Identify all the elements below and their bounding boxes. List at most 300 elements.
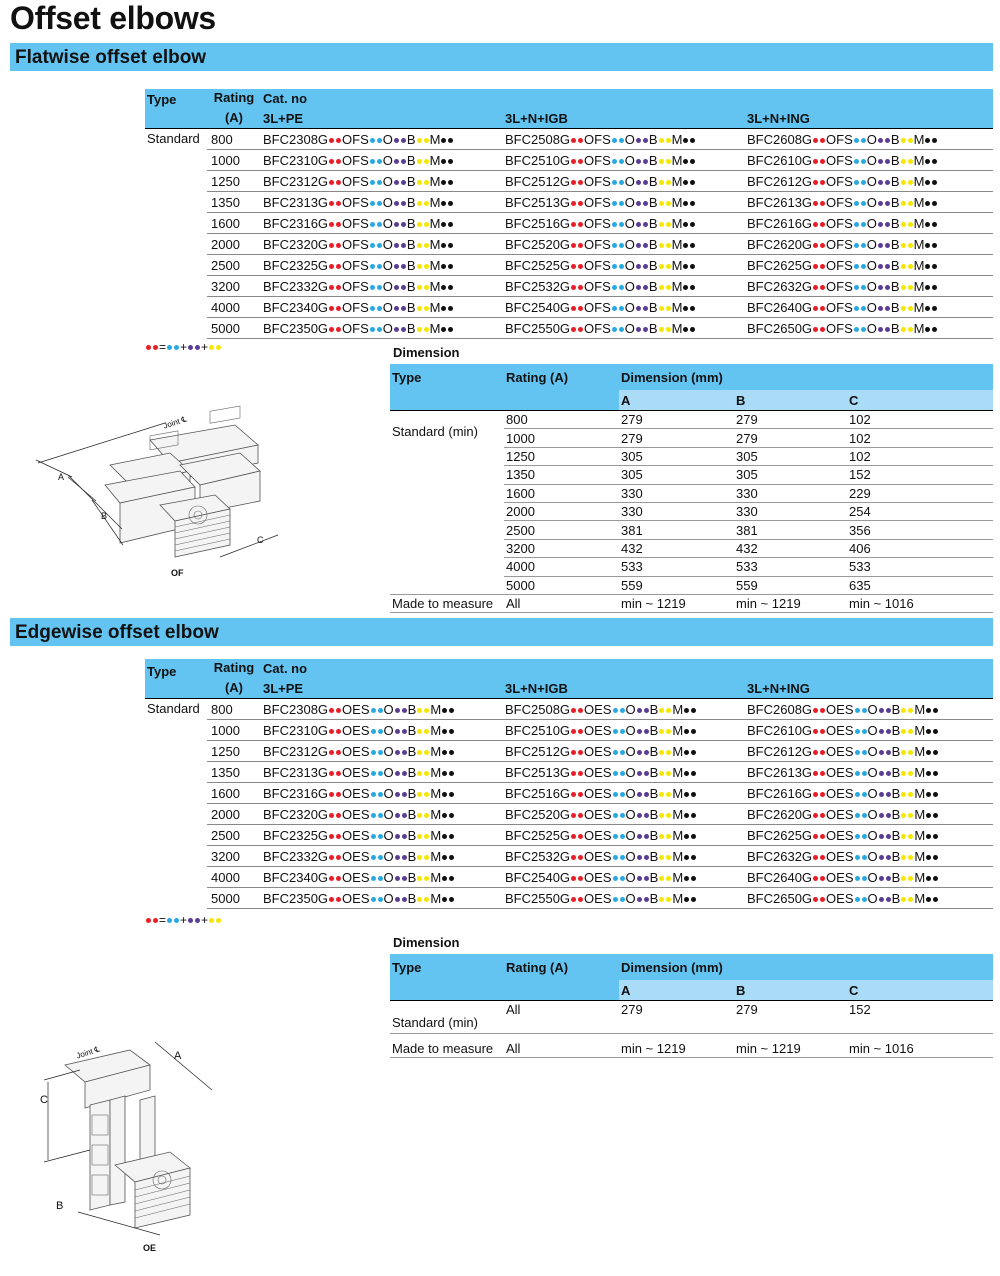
dim-a-cell: 279 [619, 411, 734, 429]
code-part: O [867, 806, 878, 822]
code-dot [578, 792, 583, 797]
table-row [145, 255, 993, 276]
code-dot [854, 243, 859, 248]
code-part: B [407, 890, 417, 906]
code-dot [854, 138, 859, 143]
code-dot [690, 180, 695, 185]
catno-cell [503, 171, 745, 192]
code-dot [643, 201, 648, 206]
code-part: OFS [826, 194, 853, 210]
code-dot [613, 750, 618, 755]
code-dot [691, 876, 696, 881]
page-title: Offset elbows [10, 0, 216, 36]
code-dot [862, 792, 867, 797]
code-part: B [649, 890, 659, 906]
code-dot [933, 771, 938, 776]
code-dot [571, 222, 576, 227]
code-dot [619, 243, 624, 248]
code-part: O [625, 827, 636, 843]
joint-label: Joint ℄ [75, 1044, 102, 1061]
code-dot [666, 834, 671, 839]
catno-cell [503, 276, 745, 297]
code-dot [886, 708, 891, 713]
code-dot [636, 180, 641, 185]
code-part: BFC2620G [747, 806, 813, 822]
code-dot [933, 750, 938, 755]
code-dot [901, 327, 906, 332]
code-dot [659, 243, 664, 248]
code-dot [908, 159, 913, 164]
code-part: OFS [342, 257, 369, 273]
code-dot [820, 264, 825, 269]
code-dot [690, 222, 695, 227]
code-dot [683, 138, 688, 143]
code-part: OES [584, 722, 612, 738]
code-dot [395, 771, 400, 776]
catno-cell [745, 129, 993, 150]
catno-header: Cat. no [261, 659, 993, 678]
code-dot [691, 834, 696, 839]
code-dot [862, 876, 867, 881]
code-dot [336, 834, 341, 839]
code-part: M [914, 890, 926, 906]
code-part: M [914, 743, 926, 759]
code-part: B [407, 806, 417, 822]
code-part: O [382, 152, 393, 168]
code-dot [659, 222, 664, 227]
dim-b-header: B [734, 980, 847, 1001]
code-dot [571, 264, 576, 269]
code-dot [690, 327, 695, 332]
code-part: B [890, 257, 900, 273]
code-dot [394, 243, 399, 248]
code-dot [813, 855, 818, 860]
rating-cell: 1250 [207, 741, 261, 762]
code-part: M [429, 152, 441, 168]
code-dot [571, 876, 576, 881]
code-part: O [625, 806, 636, 822]
code-dot [329, 264, 334, 269]
code-dot [813, 729, 818, 734]
catno-cell [261, 846, 503, 867]
code-part: OES [584, 743, 612, 759]
code-dot [402, 792, 407, 797]
code-dot [336, 201, 341, 206]
catno-cell [261, 234, 503, 255]
code-dot [417, 834, 422, 839]
code-dot [424, 201, 429, 206]
code-part: O [383, 743, 394, 759]
code-dot [861, 285, 866, 290]
code-dot [886, 834, 891, 839]
code-dot [643, 243, 648, 248]
code-dot [932, 264, 937, 269]
code-dot [862, 771, 867, 776]
code-dot [820, 306, 825, 311]
catno-cell [503, 762, 745, 783]
section-heading: Flatwise offset elbow [15, 47, 207, 68]
code-part: M [671, 131, 683, 147]
rating-cell: 1600 [207, 783, 261, 804]
catno-cell [745, 192, 993, 213]
code-part: BFC2310G [263, 722, 329, 738]
code-dot [908, 264, 913, 269]
code-dot [442, 792, 447, 797]
rating-cell: 3200 [207, 846, 261, 867]
rating-cell: 2500 [207, 255, 261, 276]
dim-a-label: A [174, 1050, 182, 1062]
table-row [390, 1040, 993, 1058]
code-dot [644, 771, 649, 776]
code-part: OES [826, 806, 854, 822]
code-part: O [383, 890, 394, 906]
code-part: OFS [584, 194, 611, 210]
code-dot [578, 222, 583, 227]
code-part: BFC2612G [747, 743, 813, 759]
code-dot [329, 201, 334, 206]
rating-cell: 4000 [207, 867, 261, 888]
code-dot [612, 306, 617, 311]
rating-header: Rating [207, 659, 261, 678]
code-dot [417, 264, 422, 269]
code-part: BFC2313G [263, 194, 329, 210]
code-dot [813, 264, 818, 269]
code-part: OES [342, 764, 370, 780]
dim-c-cell: 152 [847, 466, 993, 484]
code-dot [925, 138, 930, 143]
code-part: BFC2308G [263, 701, 329, 717]
code-part: B [406, 299, 416, 315]
code-dot [926, 855, 931, 860]
col-header-3l-n-igb: 3L+N+IGB [503, 108, 745, 129]
catno-cell [745, 699, 993, 720]
code-part: OFS [584, 257, 611, 273]
rating-cell: All [504, 594, 619, 612]
code-dot [908, 897, 913, 902]
code-dot [449, 771, 454, 776]
code-part: B [407, 869, 417, 885]
code-part: BFC2320G [263, 806, 329, 822]
code-part: OFS [826, 320, 853, 336]
type-cell: Made to measure [390, 1040, 504, 1058]
code-dot [402, 855, 407, 860]
code-dot [684, 771, 689, 776]
table-row [145, 276, 993, 297]
code-dot [637, 792, 642, 797]
code-part: BFC2616G [747, 785, 813, 801]
catno-cell [261, 741, 503, 762]
catno-cell [261, 762, 503, 783]
code-dot [424, 180, 429, 185]
code-dot [417, 285, 422, 290]
code-part: M [672, 848, 684, 864]
code-dot [901, 897, 906, 902]
code-part: M [914, 722, 926, 738]
code-dot [813, 327, 818, 332]
code-dot [813, 813, 818, 818]
code-part: M [913, 257, 925, 273]
code-part: OFS [342, 236, 369, 252]
code-dot [855, 708, 860, 713]
code-part: M [913, 215, 925, 231]
rating-cell: 1000 [504, 429, 619, 447]
dim-c-cell: 356 [847, 521, 993, 539]
code-dot [442, 813, 447, 818]
catno-cell [503, 846, 745, 867]
code-dot [395, 729, 400, 734]
code-dot [370, 159, 375, 164]
code-part: OFS [826, 257, 853, 273]
code-dot [683, 222, 688, 227]
code-part: OFS [826, 173, 853, 189]
code-part: B [890, 299, 900, 315]
code-dot [329, 876, 334, 881]
table-row [145, 318, 993, 339]
code-part: M [914, 827, 926, 843]
code-dot [370, 180, 375, 185]
code-part: BFC2512G [505, 743, 571, 759]
code-dot [613, 813, 618, 818]
table-row [390, 594, 993, 612]
code-dot [336, 876, 341, 881]
code-part: OES [826, 722, 854, 738]
code-dot [401, 285, 406, 290]
rating-cell: 800 [207, 699, 261, 720]
code-dot [395, 834, 400, 839]
code-dot [861, 138, 866, 143]
code-dot [377, 264, 382, 269]
code-dot [901, 201, 906, 206]
code-dot [612, 159, 617, 164]
code-part: BFC2332G [263, 848, 329, 864]
dim-a-cell: 330 [619, 502, 734, 520]
code-part: BFC2332G [263, 278, 329, 294]
code-dot [879, 897, 884, 902]
code-part: O [866, 236, 877, 252]
code-dot [571, 285, 576, 290]
dim-b-label: B [101, 511, 108, 521]
code-part: B [648, 278, 658, 294]
dim-a-cell: 381 [619, 521, 734, 539]
code-part: M [672, 722, 684, 738]
code-part: OES [826, 743, 854, 759]
table-row [145, 297, 993, 318]
code-dot [571, 897, 576, 902]
code-dot [417, 729, 422, 734]
catno-cell [261, 318, 503, 339]
code-dot [395, 792, 400, 797]
code-dot [620, 876, 625, 881]
code-part: BFC2540G [505, 299, 571, 315]
code-dot [644, 792, 649, 797]
code-dot [578, 813, 583, 818]
rating-unit-header: (A) [207, 108, 261, 129]
code-dot [336, 729, 341, 734]
code-dot [619, 222, 624, 227]
code-part: OFS [342, 194, 369, 210]
section-band-flatwise [10, 43, 993, 71]
code-dot [377, 201, 382, 206]
code-dot [659, 180, 664, 185]
code-part: BFC2608G [747, 701, 813, 717]
code-dot [402, 771, 407, 776]
code-dot [854, 306, 859, 311]
dim-a-cell: 432 [619, 539, 734, 557]
code-part: M [430, 743, 442, 759]
code-dot [417, 792, 422, 797]
dim-a-cell: 279 [619, 429, 734, 447]
code-dot [666, 264, 671, 269]
rating-cell: 1600 [207, 213, 261, 234]
code-part: OFS [826, 299, 853, 315]
code-dot [684, 834, 689, 839]
code-dot [926, 771, 931, 776]
code-dot [885, 201, 890, 206]
code-dot [643, 327, 648, 332]
code-dot [378, 897, 383, 902]
code-dot [932, 159, 937, 164]
code-dot [441, 201, 446, 206]
code-dot [933, 876, 938, 881]
code-dot [636, 222, 641, 227]
code-dot [933, 792, 938, 797]
code-part: B [407, 848, 417, 864]
code-part: M [672, 743, 684, 759]
code-part: M [671, 236, 683, 252]
code-dot [659, 264, 664, 269]
code-dot [370, 264, 375, 269]
code-dot [659, 138, 664, 143]
code-part: O [383, 848, 394, 864]
code-dot [813, 285, 818, 290]
code-dot [813, 708, 818, 713]
code-part: OFS [342, 278, 369, 294]
code-dot [908, 771, 913, 776]
code-part: OFS [584, 152, 611, 168]
code-dot [612, 264, 617, 269]
code-part: O [625, 701, 636, 717]
code-dot [855, 771, 860, 776]
code-dot [643, 285, 648, 290]
code-part: BFC2340G [263, 299, 329, 315]
code-dot [861, 243, 866, 248]
code-part: BFC2550G [505, 320, 571, 336]
code-dot [666, 285, 671, 290]
code-part: OES [342, 827, 370, 843]
type-cell: Standard (min) [390, 1001, 504, 1034]
code-dot [395, 813, 400, 818]
code-dot [813, 834, 818, 839]
code-dot [571, 855, 576, 860]
dot-code-legend: = + + [145, 914, 222, 926]
code-dot [813, 792, 818, 797]
table-row [145, 867, 993, 888]
code-part: OES [584, 869, 612, 885]
code-part: M [914, 764, 926, 780]
table-row [145, 762, 993, 783]
code-dot [448, 264, 453, 269]
code-dot [659, 327, 664, 332]
code-part: O [383, 869, 394, 885]
code-dot [370, 327, 375, 332]
code-dot [370, 138, 375, 143]
code-dot [417, 897, 422, 902]
rating-cell: All [504, 1040, 619, 1058]
code-dot [925, 222, 930, 227]
code-dot [854, 159, 859, 164]
code-part: OES [826, 890, 854, 906]
code-dot [691, 792, 696, 797]
code-dot [901, 222, 906, 227]
code-part: M [672, 785, 684, 801]
code-part: BFC2316G [263, 215, 329, 231]
dim-b-cell: 279 [734, 1001, 847, 1034]
code-dot [659, 792, 664, 797]
rating-cell: 1350 [504, 466, 619, 484]
code-dot [371, 708, 376, 713]
dimension-title: Dimension [393, 935, 460, 950]
code-part: B [406, 131, 416, 147]
code-dot [683, 201, 688, 206]
code-dot [926, 834, 931, 839]
catno-cell [261, 825, 503, 846]
code-dot [571, 813, 576, 818]
code-dot [613, 855, 618, 860]
catalog-table-edgewise [145, 659, 993, 909]
code-part: OES [584, 827, 612, 843]
code-dot [619, 180, 624, 185]
rating-cell: 3200 [207, 276, 261, 297]
code-dot [613, 876, 618, 881]
code-dot [571, 729, 576, 734]
dim-c-cell: 406 [847, 539, 993, 557]
dim-c-label: C [257, 535, 264, 545]
code-part: B [890, 152, 900, 168]
code-dot [820, 180, 825, 185]
code-dot [813, 306, 818, 311]
code-dot [394, 159, 399, 164]
catno-cell [503, 741, 745, 762]
code-part: OFS [826, 131, 853, 147]
code-dot [644, 708, 649, 713]
code-part: BFC2612G [747, 173, 813, 189]
code-part: BFC2625G [747, 257, 813, 273]
table-row [145, 150, 993, 171]
code-dot [329, 285, 334, 290]
code-dot [901, 708, 906, 713]
table-row [145, 846, 993, 867]
code-dot [371, 897, 376, 902]
code-dot [901, 792, 906, 797]
code-dot [813, 222, 818, 227]
code-dot [637, 855, 642, 860]
code-dot [820, 159, 825, 164]
code-dot [578, 708, 583, 713]
code-dot [612, 201, 617, 206]
code-dot [666, 771, 671, 776]
code-part: BFC2520G [505, 236, 571, 252]
code-part: M [672, 890, 684, 906]
code-dot [417, 222, 422, 227]
code-part: O [866, 320, 877, 336]
drawing-caption: OF [171, 568, 184, 578]
code-dot [578, 159, 583, 164]
code-dot [571, 792, 576, 797]
code-part: O [382, 299, 393, 315]
code-part: M [914, 785, 926, 801]
code-dot [417, 243, 422, 248]
code-dot [449, 708, 454, 713]
